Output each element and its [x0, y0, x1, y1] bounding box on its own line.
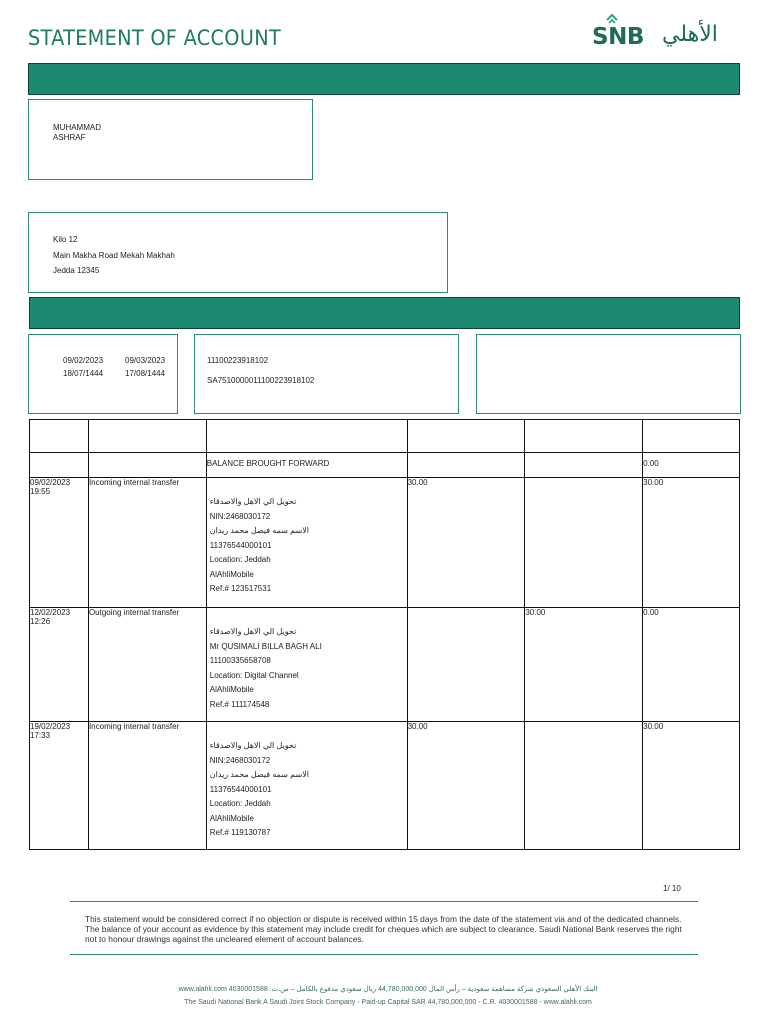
transaction-date: 19/02/2023	[30, 722, 71, 731]
transaction-detail-line: الاسم سمه فيصل محمد ريدان	[209, 526, 309, 535]
footer-arabic-line: البنك الأهلي السعودي شركة مساهمة سعودية – رأس المال 44,780,000,000 ريال سعودي مدفوع بالكامل – س.ت. 4030001588 www.alahli.com	[178, 986, 598, 993]
summary-box	[476, 334, 741, 414]
transaction-detail-line: 11376544000101	[209, 784, 272, 794]
section-band	[29, 297, 740, 329]
opening-description: BALANCE BROUGHT FORWARD	[206, 459, 330, 468]
transaction-type: Outgoing internal transfer	[88, 608, 180, 617]
transaction-date: 09/02/2023	[30, 478, 71, 487]
transaction-detail-line: Mr QUSIMALI BILLA BAGH ALI	[209, 641, 322, 651]
footer-disclaimer: This statement would be considered correct if no objection or dispute is received within 15 days from the date of the statement via and of the dedicated channels. The balance of your account as evidence by this statement may include credit for cheques which are subject to clearance. Saudi National Bank reserves the right not to honour drawings against the uncleared element of account balances.	[85, 914, 682, 945]
transaction-date: 12/02/2023	[30, 608, 71, 617]
transaction-detail-line: تحويل الي الاهل والاصدقاء	[209, 627, 297, 636]
transaction-credit: 30.00	[407, 478, 428, 487]
snb-logo	[592, 14, 738, 52]
account-number: 11100223918102	[207, 356, 269, 365]
transaction-detail-line: تحويل الي الاهل والاصدقاء	[209, 497, 297, 506]
logo-text: SNB	[592, 24, 644, 50]
transaction-detail-line: Ref.# 111174548	[209, 699, 270, 709]
period-from-hijri: 18/07/1444	[63, 369, 104, 378]
transaction-detail-line: NIN:2468030172	[209, 755, 271, 765]
transaction-detail-line: 11376544000101	[209, 540, 272, 550]
header-cell-date	[30, 420, 89, 453]
statement-period-box	[28, 334, 178, 414]
period-to-gregorian: 09/03/2023	[125, 356, 166, 365]
transaction-detail-line: الاسم سمه فيصل محمد ريدان	[209, 770, 309, 779]
transaction-balance: 30.00	[643, 722, 664, 731]
header-cell-balance	[643, 420, 740, 453]
header-band	[28, 63, 740, 95]
transaction-detail-line: AlAhliMobile	[209, 569, 254, 579]
address-line3: Jedda 12345	[53, 266, 100, 275]
transaction-time: 19:55	[30, 487, 51, 496]
account-iban: SA7510000011100223918102	[207, 376, 315, 385]
transaction-balance: 30.00	[643, 478, 664, 487]
footer-divider-top	[70, 901, 698, 902]
page-number: 1/ 10	[663, 884, 681, 893]
transaction-detail-line: NIN:2468030172	[209, 511, 271, 521]
transaction-debit: 30.00	[525, 608, 546, 617]
account-info-box	[194, 334, 459, 414]
footer-divider-bottom	[70, 954, 698, 955]
transaction-time: 12:26	[30, 617, 51, 626]
period-from-gregorian: 09/02/2023	[63, 356, 104, 365]
transaction-detail-line: AlAhliMobile	[209, 813, 254, 823]
header-cell-credit	[407, 420, 525, 453]
table-row	[30, 478, 740, 608]
transaction-detail-line: Location: Digital Channel	[209, 670, 299, 680]
customer-name-line2: ASHRAF	[53, 133, 86, 143]
transaction-credit: 30.00	[407, 722, 428, 731]
transaction-detail-line: Location: Jeddah	[209, 799, 271, 808]
footer-english-line: The Saudi National Bank A Saudi Joint Stock Company - Paid-up Capital SAR 44,780,000,000 - C.R. 4030001588 - www.alahli.com	[184, 999, 592, 1006]
transaction-detail-line: AlAhliMobile	[209, 685, 254, 694]
transaction-detail-line: 11100335658708	[209, 656, 271, 665]
transaction-type: Incoming internal transfer	[88, 722, 180, 731]
page-title: STATEMENT OF ACCOUNT	[28, 26, 282, 50]
header-cell-debit	[525, 420, 643, 453]
opening-balance-row	[30, 453, 740, 478]
period-to-hijri: 17/08/1444	[125, 369, 166, 378]
address-line2: Main Makha Road Mekah Makhah	[53, 251, 175, 260]
header-cell-details	[206, 420, 407, 453]
transactions-table	[29, 419, 740, 850]
table-row	[30, 608, 740, 722]
transaction-detail-line: Ref.# 119130787	[209, 828, 271, 837]
logo-arabic-text: الأهلي	[662, 22, 718, 47]
transaction-time: 17:33	[30, 731, 51, 740]
transaction-detail-line: Ref.# 123517531	[209, 584, 272, 593]
table-header-row	[30, 420, 740, 453]
transaction-detail-line: Location: Jeddah	[209, 555, 271, 564]
table-row	[30, 722, 740, 850]
transaction-detail-line: تحويل الي الاهل والاصدقاء	[209, 741, 297, 750]
address-line1: Kilo 12	[53, 235, 78, 244]
opening-balance: 0.00	[643, 459, 659, 468]
transaction-balance: 0.00	[643, 608, 659, 617]
customer-name-line1: MUHAMMAD	[53, 123, 101, 132]
customer-name-box	[28, 99, 313, 180]
address-box	[28, 212, 448, 293]
transaction-type: Incoming internal transfer	[88, 478, 180, 487]
header-cell-type	[88, 420, 206, 453]
